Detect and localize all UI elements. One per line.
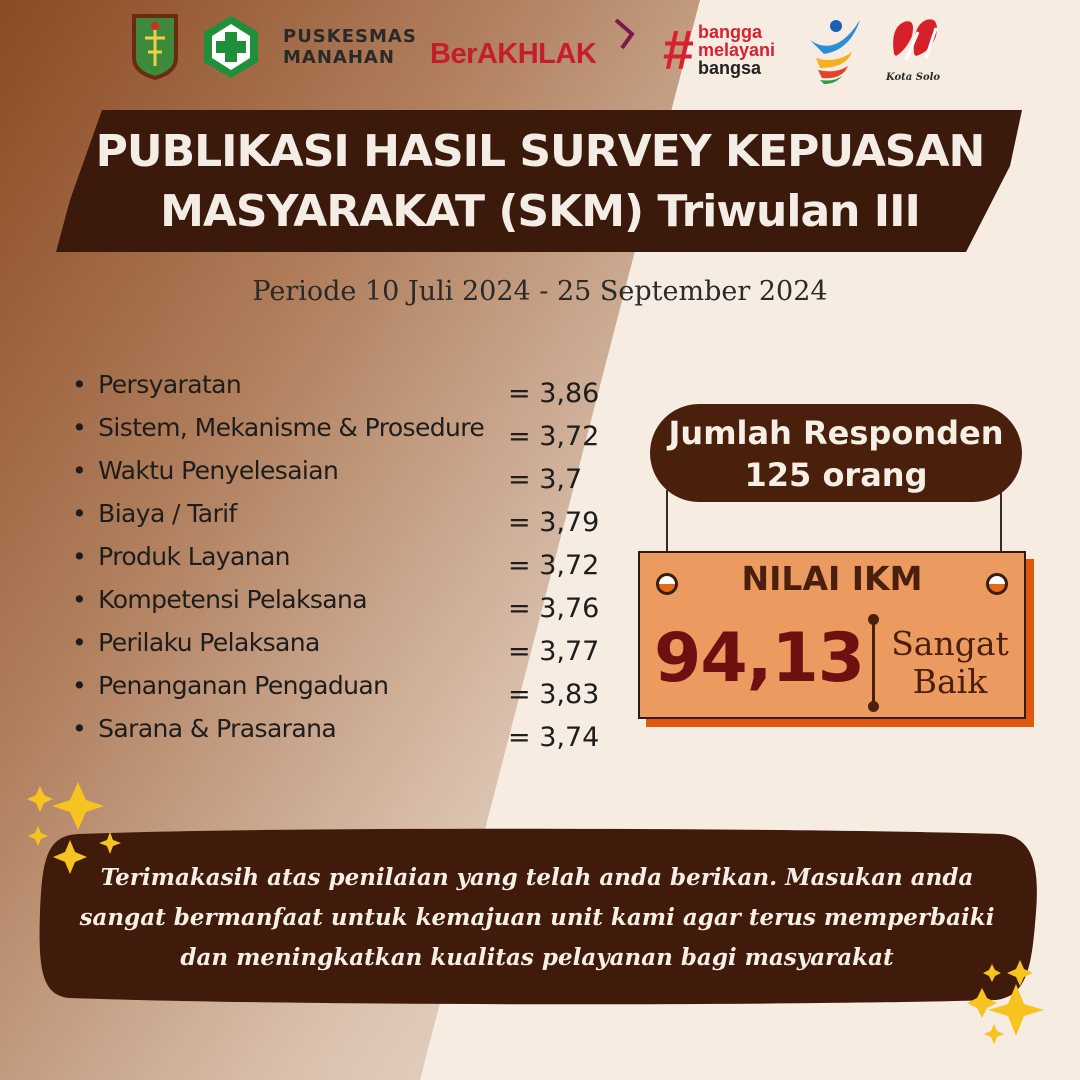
ikm-category (886, 625, 1014, 701)
logo-strip (0, 8, 1080, 88)
ikm-divider (872, 619, 875, 707)
unsur-label: • Sistem, Mekanisme & Prosedure (72, 413, 484, 442)
unsur-label: • Waktu Penyelesaian (72, 456, 338, 485)
list-item (72, 370, 632, 413)
ikm-board (638, 551, 1026, 719)
footer-line3: dan meningkatkan kualitas pelayanan bagi masyarakat (180, 944, 894, 971)
list-item (72, 714, 632, 757)
bangga-hash: # (662, 18, 694, 81)
unsur-value: = 3,77 (508, 636, 600, 667)
puskesmas-line1: PUSKESMAS (283, 26, 417, 47)
unsur-value: = 3,7 (508, 464, 583, 495)
ikm-category-line2: Baik (912, 662, 988, 701)
respondent-label: Jumlah Responden (668, 414, 1004, 452)
list-item (72, 628, 632, 671)
puskesmas-logo-text (283, 26, 417, 68)
unsur-label: • Sarana & Prasarana (72, 714, 336, 743)
unsur-value: = 3,79 (508, 507, 600, 538)
list-item (72, 413, 632, 456)
unsur-label: • Penanganan Pengaduan (72, 671, 388, 700)
list-item (72, 671, 632, 714)
bangga-line3: bangsa (698, 58, 762, 78)
unsur-value: = 3,72 (508, 550, 600, 581)
bangga-line2: melayani (698, 40, 776, 60)
unsur-value: = 3,72 (508, 421, 600, 452)
list-item (72, 456, 632, 499)
bangga-text (698, 23, 775, 77)
unsur-value: = 3,86 (508, 378, 600, 409)
kemenkes-logo-icon (200, 14, 262, 80)
kota-solo-text: Kota Solo (886, 72, 941, 83)
respondent-badge (650, 404, 1022, 502)
ikm-title: NILAI IKM (741, 559, 923, 598)
puskesmas-line2: MANAHAN (283, 47, 395, 68)
unsur-value: = 3,76 (508, 593, 600, 624)
footer-line1: Terimakasih atas penilaian yang telah anda berikan. Masukan anda (100, 864, 974, 891)
solo-anniversary-logo-icon (886, 10, 948, 74)
berakhlak-logo: BerAKHLAK (430, 38, 597, 70)
ikm-category-line1: Sangat (891, 624, 1009, 663)
ikm-value: 94,13 (654, 619, 865, 698)
period-text: Periode 10 Juli 2024 - 25 September 2024 (252, 276, 828, 307)
respondent-count: 125 orang (744, 456, 928, 494)
list-item (72, 499, 632, 542)
unsur-label: • Kompetensi Pelaksana (72, 585, 367, 614)
footer-line2: sangat bermanfaat untuk kemajuan unit kami agar terus memperbaiki (79, 904, 995, 931)
unsur-list (72, 370, 632, 757)
unsur-label: • Perilaku Pelaksana (72, 628, 320, 657)
title-line1: PUBLIKASI HASIL SURVEY KEPUASAN (95, 126, 985, 177)
surakarta-emblem-icon (130, 12, 180, 80)
swoosh-logo-icon (806, 14, 864, 84)
thank-you-message (40, 830, 1034, 1002)
unsur-label: • Persyaratan (72, 370, 241, 399)
berakhlak-chevron-icon (612, 16, 638, 52)
unsur-value: = 3,74 (508, 722, 600, 753)
unsur-label: • Produk Layanan (72, 542, 290, 571)
title-line2: MASYARAKAT (SKM) Triwulan III (160, 186, 920, 237)
unsur-label: • Biaya / Tarif (72, 499, 237, 528)
page-title (40, 122, 1040, 242)
bangga-line1: bangga (698, 22, 763, 42)
list-item (72, 585, 632, 628)
list-item (72, 542, 632, 585)
unsur-value: = 3,83 (508, 679, 600, 710)
